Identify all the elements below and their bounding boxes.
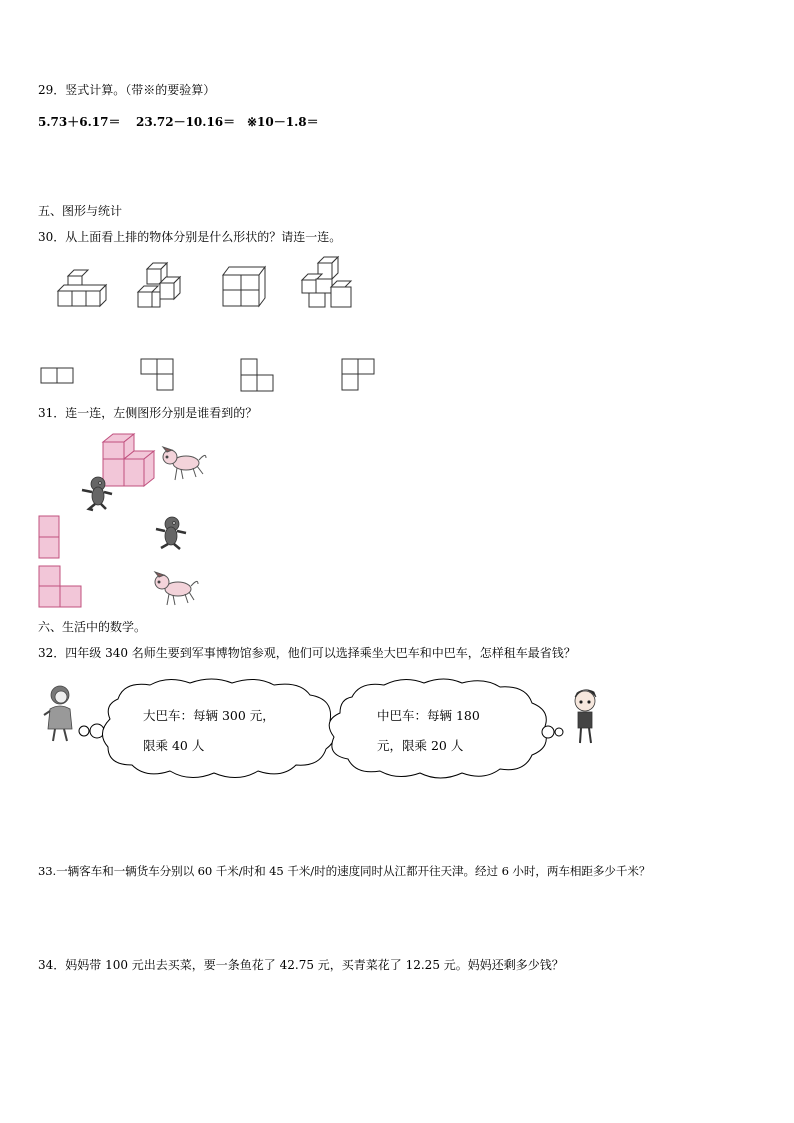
section-5-title: 五、图形与统计 — [38, 204, 123, 218]
q29-problem-3: ※10－1.8＝ — [247, 115, 319, 129]
girl-icon — [44, 686, 72, 741]
mid-bus-line-2: 元，限乘 20 人 — [377, 738, 464, 753]
q31-view-1 — [39, 516, 59, 558]
q31-view-2 — [39, 566, 81, 607]
boy-icon — [575, 690, 596, 743]
q32-illustration — [0, 675, 794, 785]
q29-title: 29．竖式计算。（带※的要验算） — [38, 83, 216, 97]
q29-problem-2: 23.72－10.16＝ — [136, 115, 236, 129]
q30-object-4 — [302, 257, 351, 307]
q30-title: 30．从上面看上排的物体分别是什么形状的？请连一连。 — [38, 230, 342, 244]
q30-view-3 — [241, 359, 273, 391]
q33-title: 33.一辆客车和一辆货车分别以 60 千米/时和 45 千米/时的速度同时从江都开往天津。经过 6 小时，两车相距多少千米？ — [38, 864, 651, 878]
q30-view-2 — [141, 359, 173, 390]
q30-object-3 — [223, 267, 265, 306]
q30-view-4 — [342, 359, 374, 390]
q30-view-1 — [41, 368, 73, 383]
q30-objects — [0, 255, 794, 385]
q31-pink-object — [103, 434, 154, 486]
big-bus-line-1: 大巴车：每辆 300 元， — [143, 708, 275, 723]
section-6-title: 六、生活中的数学。 — [38, 620, 147, 634]
q29-problem-1: 5.73＋6.17＝ — [38, 115, 121, 129]
big-bus-line-2: 限乘 40 人 — [143, 738, 205, 753]
big-bus-cloud — [102, 679, 335, 778]
q30-object-1 — [58, 270, 106, 306]
monkey-icon — [156, 517, 186, 549]
q31-title: 31．连一连，左侧图形分别是谁看到的？ — [38, 406, 258, 420]
dog-icon — [163, 447, 206, 480]
q30-object-2 — [138, 263, 180, 307]
dog-icon — [155, 572, 198, 605]
q31-figures — [0, 430, 260, 620]
mid-bus-cloud — [329, 679, 546, 778]
mid-bus-line-1: 中巴车：每辆 180 — [377, 708, 480, 723]
q32-title: 32．四年级 340 名师生要到军事博物馆参观，他们可以选择乘坐大巴车和中巴车，怎样租车最省钱？ — [38, 646, 576, 660]
q34-title: 34．妈妈带 100 元出去买菜，要一条鱼花了 42.75 元，买青菜花了 12.25 元。妈妈还剩多少钱？ — [38, 958, 564, 972]
